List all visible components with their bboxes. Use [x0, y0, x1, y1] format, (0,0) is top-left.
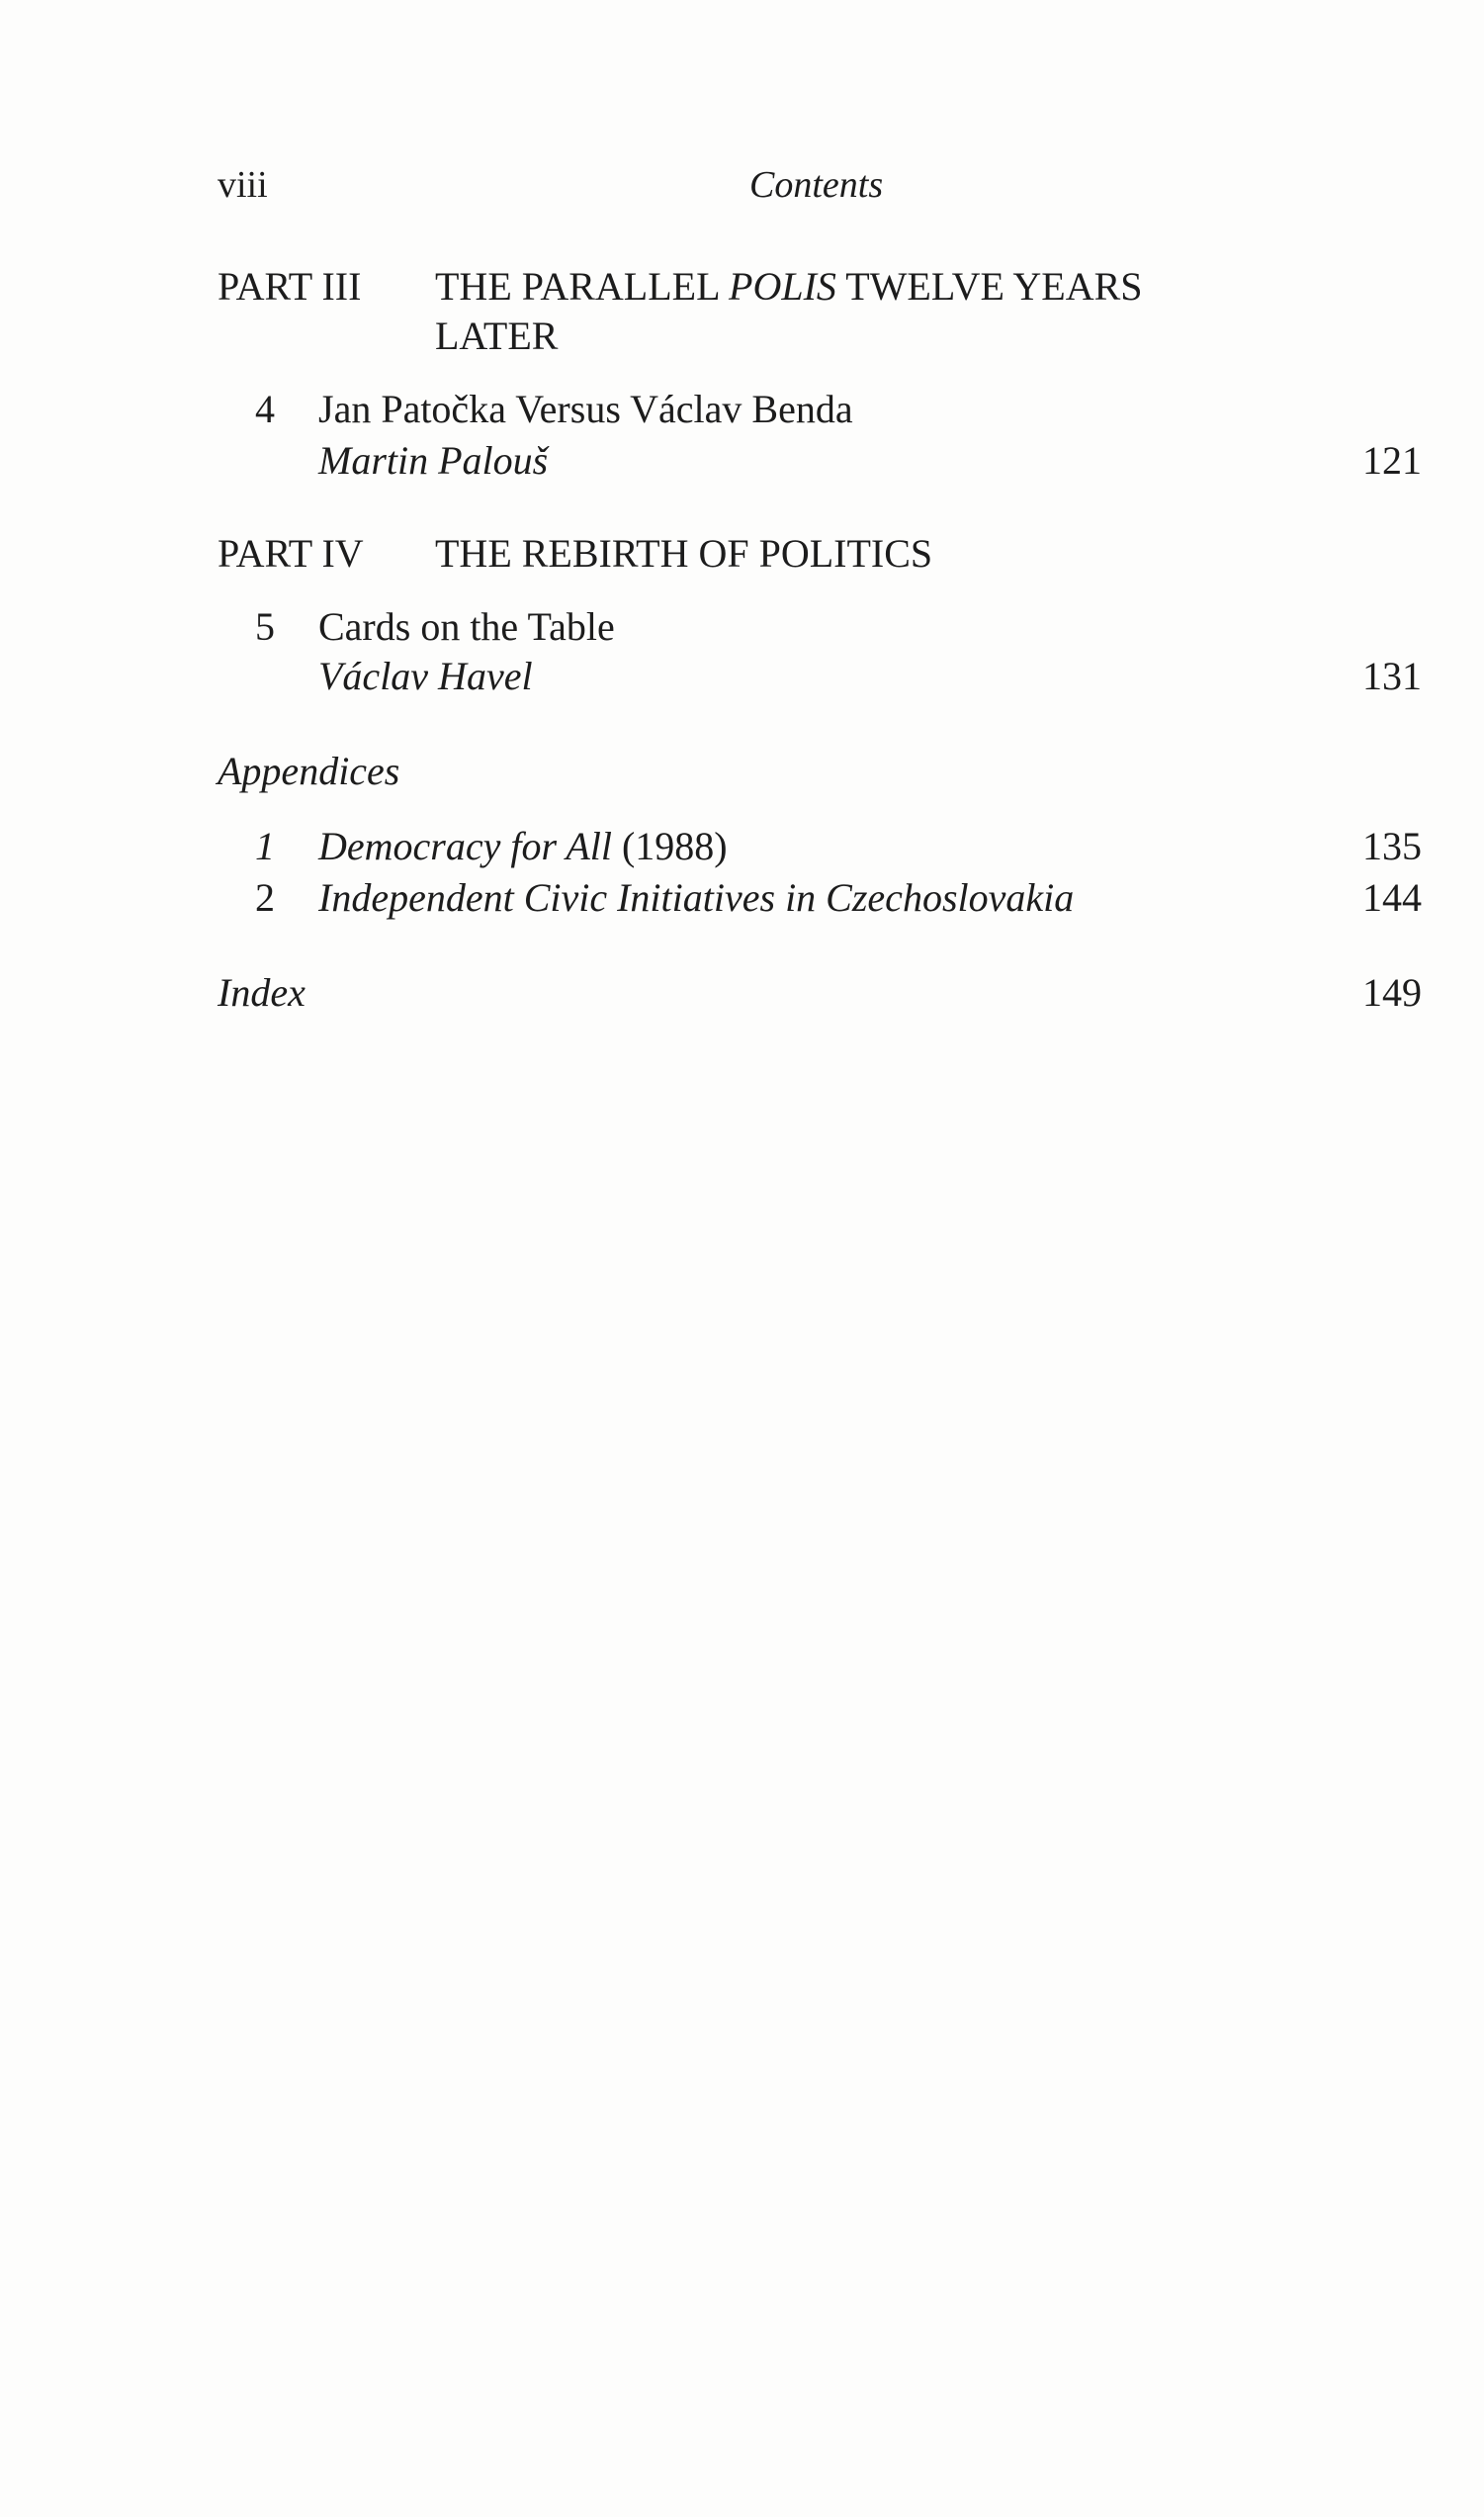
part-3-title-italic: POLIS: [729, 264, 836, 309]
index-label: Index: [218, 970, 306, 1015]
appendix-2-number: 2: [255, 875, 275, 920]
part-3-label: PART III: [218, 264, 362, 309]
index-page: 149: [1362, 970, 1422, 1015]
chapter-5-page: 131: [1362, 654, 1422, 698]
appendix-1-number: 1: [255, 824, 275, 868]
chapter-5-title: Cards on the Table: [318, 604, 615, 649]
appendix-2-page: 144: [1362, 875, 1422, 920]
part-4-label: PART IV: [218, 531, 364, 576]
appendix-1-page: 135: [1362, 824, 1422, 868]
appendix-1-title-italic: Democracy for All: [318, 824, 612, 868]
part-4-title: THE REBIRTH OF POLITICS: [435, 531, 933, 576]
part-3-title-after: TWELVE YEARS: [835, 264, 1143, 309]
appendices-heading: Appendices: [218, 749, 400, 793]
chapter-4-title: Jan Patočka Versus Václav Benda: [318, 387, 853, 431]
appendix-1-title: [318, 824, 728, 868]
chapter-5-author: Václav Havel: [318, 654, 533, 698]
running-title: Contents: [749, 164, 884, 206]
part-3-title-before: THE PARALLEL: [435, 264, 730, 309]
chapter-5-number: 5: [255, 604, 275, 649]
part-3-title: [435, 264, 1143, 309]
appendix-2-title-italic: Independent Civic Initiatives in Czechoslovakia: [318, 875, 1075, 920]
page-number: viii: [218, 164, 268, 206]
appendix-2-title: [318, 875, 1075, 920]
appendix-1-title-roman: (1988): [611, 824, 728, 868]
chapter-4-page: 121: [1362, 438, 1422, 483]
part-3-title-line2: LATER: [435, 314, 559, 358]
chapter-4-author: Martin Palouš: [318, 438, 549, 483]
chapter-4-number: 4: [255, 387, 275, 431]
